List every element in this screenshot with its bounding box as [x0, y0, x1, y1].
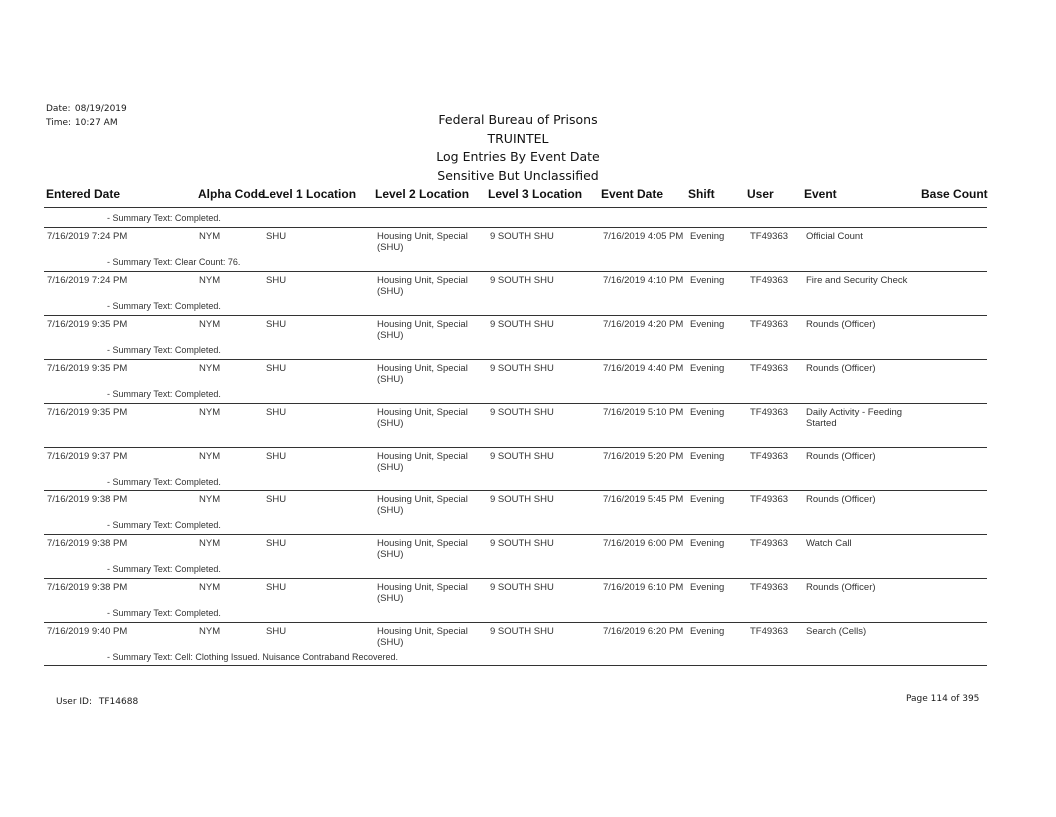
row-user: TF49363 — [750, 582, 789, 593]
row-shift: Evening — [690, 275, 725, 286]
row-event-date: 7/16/2019 6:10 PM — [603, 582, 684, 593]
row-divider — [44, 447, 987, 448]
row-alpha-code: NYM — [199, 319, 221, 330]
row-level3-location: 9 SOUTH SHU — [490, 538, 554, 549]
row-user: TF49363 — [750, 494, 789, 505]
row-alpha-code: NYM — [199, 538, 221, 549]
date-value: 08/19/2019 — [74, 104, 127, 114]
row-level3-location: 9 SOUTH SHU — [490, 407, 554, 418]
user-id-value: TF14688 — [98, 697, 139, 707]
row-level2-location: Housing Unit, Special (SHU) — [377, 319, 468, 341]
row-level2-location: Housing Unit, Special (SHU) — [377, 494, 468, 516]
report-title: Log Entries By Event Date — [436, 149, 600, 164]
row-event-date: 7/16/2019 5:20 PM — [603, 451, 684, 462]
row-level2-location: Housing Unit, Special (SHU) — [377, 626, 468, 648]
row-event-date: 7/16/2019 6:20 PM — [603, 626, 684, 637]
row-shift: Evening — [690, 538, 725, 549]
row-level1-location: SHU — [266, 451, 287, 462]
row-summary-text: - Summary Text: Completed. — [107, 477, 221, 487]
row-level3-location: 9 SOUTH SHU — [490, 319, 554, 330]
time-label: Time: — [46, 118, 72, 128]
row-level1-location: SHU — [266, 626, 287, 637]
row-event: Watch Call — [806, 538, 852, 549]
row-event: Fire and Security Check — [806, 275, 908, 286]
row-divider — [44, 622, 987, 623]
row-level2-location: Housing Unit, Special (SHU) — [377, 275, 468, 297]
row-divider — [44, 271, 987, 272]
row-event-date: 7/16/2019 4:05 PM — [603, 231, 684, 242]
row-alpha-code: NYM — [199, 363, 221, 374]
row-alpha-code: NYM — [199, 231, 221, 242]
row-level1-location: SHU — [266, 319, 287, 330]
row-alpha-code: NYM — [199, 582, 221, 593]
row-summary-text: - Summary Text: Completed. — [107, 564, 221, 574]
row-alpha-code: NYM — [199, 494, 221, 505]
row-level1-location: SHU — [266, 407, 287, 418]
row-event: Rounds (Officer) — [806, 363, 876, 374]
row-alpha-code: NYM — [199, 275, 221, 286]
system-title: TRUINTEL — [487, 130, 549, 146]
row-user: TF49363 — [750, 231, 789, 242]
col-user: User — [747, 187, 774, 201]
row-entered-date: 7/16/2019 7:24 PM — [47, 231, 128, 242]
row-shift: Evening — [690, 451, 725, 462]
row-event-date: 7/16/2019 4:40 PM — [603, 363, 684, 374]
row-event-date: 7/16/2019 5:10 PM — [603, 407, 684, 418]
row-event: Rounds (Officer) — [806, 494, 876, 505]
header-divider — [44, 207, 987, 208]
row-shift: Evening — [690, 582, 725, 593]
row-entered-date: 7/16/2019 9:35 PM — [47, 407, 128, 418]
row-entered-date: 7/16/2019 9:37 PM — [47, 451, 128, 462]
col-entered-date: Entered Date — [46, 187, 121, 201]
col-level1-location: Level 1 Location — [262, 187, 357, 201]
row-shift: Evening — [690, 363, 725, 374]
col-event-date: Event Date — [601, 187, 664, 201]
top-summary-text: - Summary Text: Completed. — [107, 213, 221, 223]
row-level2-location: Housing Unit, Special (SHU) — [377, 451, 468, 473]
row-level1-location: SHU — [266, 582, 287, 593]
row-level1-location: SHU — [266, 494, 287, 505]
row-event: Daily Activity - Feeding Started — [806, 407, 903, 429]
col-event: Event — [804, 187, 837, 201]
row-event: Official Count — [806, 231, 863, 242]
row-level3-location: 9 SOUTH SHU — [490, 231, 554, 242]
row-level3-location: 9 SOUTH SHU — [490, 582, 554, 593]
report-time — [46, 118, 118, 128]
row-alpha-code: NYM — [199, 407, 221, 418]
row-divider — [44, 534, 987, 535]
row-user: TF49363 — [750, 451, 789, 462]
row-divider — [44, 578, 987, 579]
row-entered-date: 7/16/2019 9:38 PM — [47, 582, 128, 593]
report-titles — [380, 111, 656, 185]
row-user: TF49363 — [750, 626, 789, 637]
row-level2-location: Housing Unit, Special (SHU) — [377, 582, 468, 604]
row-alpha-code: NYM — [199, 451, 221, 462]
row-level1-location: SHU — [266, 363, 287, 374]
row-divider — [44, 490, 987, 491]
row-event: Search (Cells) — [806, 626, 867, 637]
col-alpha-code: Alpha Code — [198, 187, 265, 201]
row-event: Rounds (Officer) — [806, 451, 876, 462]
row-event-date: 7/16/2019 4:10 PM — [603, 275, 684, 286]
row-level3-location: 9 SOUTH SHU — [490, 363, 554, 374]
row-entered-date: 7/16/2019 9:38 PM — [47, 538, 128, 549]
col-shift: Shift — [688, 187, 715, 201]
row-level2-location: Housing Unit, Special (SHU) — [377, 407, 468, 429]
row-level2-location: Housing Unit, Special (SHU) — [377, 538, 468, 560]
row-entered-date: 7/16/2019 9:35 PM — [47, 319, 128, 330]
row-level1-location: SHU — [266, 538, 287, 549]
table-bottom-divider — [44, 665, 987, 666]
row-user: TF49363 — [750, 275, 789, 286]
row-shift: Evening — [690, 626, 725, 637]
date-label: Date: — [46, 104, 71, 114]
row-summary-text: - Summary Text: Clear Count: 76. — [107, 257, 241, 267]
row-user: TF49363 — [750, 363, 789, 374]
row-summary-text: - Summary Text: Completed. — [107, 345, 221, 355]
col-base-count: Base Count — [921, 187, 988, 201]
row-level1-location: SHU — [266, 275, 287, 286]
row-entered-date: 7/16/2019 7:24 PM — [47, 275, 128, 286]
row-level3-location: 9 SOUTH SHU — [490, 626, 554, 637]
row-summary-text: - Summary Text: Completed. — [107, 389, 221, 399]
col-level3-location: Level 3 Location — [488, 187, 583, 201]
row-entered-date: 7/16/2019 9:35 PM — [47, 363, 128, 374]
row-summary-text: - Summary Text: Completed. — [107, 520, 221, 530]
row-event: Rounds (Officer) — [806, 319, 876, 330]
row-event-date: 7/16/2019 6:00 PM — [603, 538, 684, 549]
row-level2-location: Housing Unit, Special (SHU) — [377, 231, 468, 253]
row-shift: Evening — [690, 319, 725, 330]
user-id-label: User ID: — [56, 697, 92, 707]
row-summary-text: - Summary Text: Completed. — [107, 608, 221, 618]
row-divider — [44, 227, 987, 228]
report-date — [46, 104, 127, 114]
time-value: 10:27 AM — [74, 118, 118, 128]
row-shift: Evening — [690, 494, 725, 505]
row-entered-date: 7/16/2019 9:38 PM — [47, 494, 128, 505]
row-entered-date: 7/16/2019 9:40 PM — [47, 626, 128, 637]
row-level3-location: 9 SOUTH SHU — [490, 494, 554, 505]
row-divider — [44, 359, 987, 360]
row-divider — [44, 403, 987, 404]
row-alpha-code: NYM — [199, 626, 221, 637]
row-event-date: 7/16/2019 4:20 PM — [603, 319, 684, 330]
row-level2-location: Housing Unit, Special (SHU) — [377, 363, 468, 385]
classification: Sensitive But Unclassified — [437, 167, 599, 183]
row-level3-location: 9 SOUTH SHU — [490, 451, 554, 462]
row-divider — [44, 315, 987, 316]
footer-user-id — [56, 697, 138, 707]
row-event-date: 7/16/2019 5:45 PM — [603, 494, 684, 505]
page-number: Page 114 of 395 — [906, 694, 980, 704]
row-user: TF49363 — [750, 319, 789, 330]
row-level1-location: SHU — [266, 231, 287, 242]
row-shift: Evening — [690, 231, 725, 242]
row-summary-text: - Summary Text: Cell: Clothing Issued. Nuisance Contraband Recovered. — [107, 652, 398, 662]
row-event: Rounds (Officer) — [806, 582, 876, 593]
org-title: Federal Bureau of Prisons — [438, 112, 598, 127]
row-level3-location: 9 SOUTH SHU — [490, 275, 554, 286]
row-user: TF49363 — [750, 538, 789, 549]
row-shift: Evening — [690, 407, 725, 418]
row-user: TF49363 — [750, 407, 789, 418]
col-level2-location: Level 2 Location — [375, 187, 470, 201]
row-summary-text: - Summary Text: Completed. — [107, 301, 221, 311]
